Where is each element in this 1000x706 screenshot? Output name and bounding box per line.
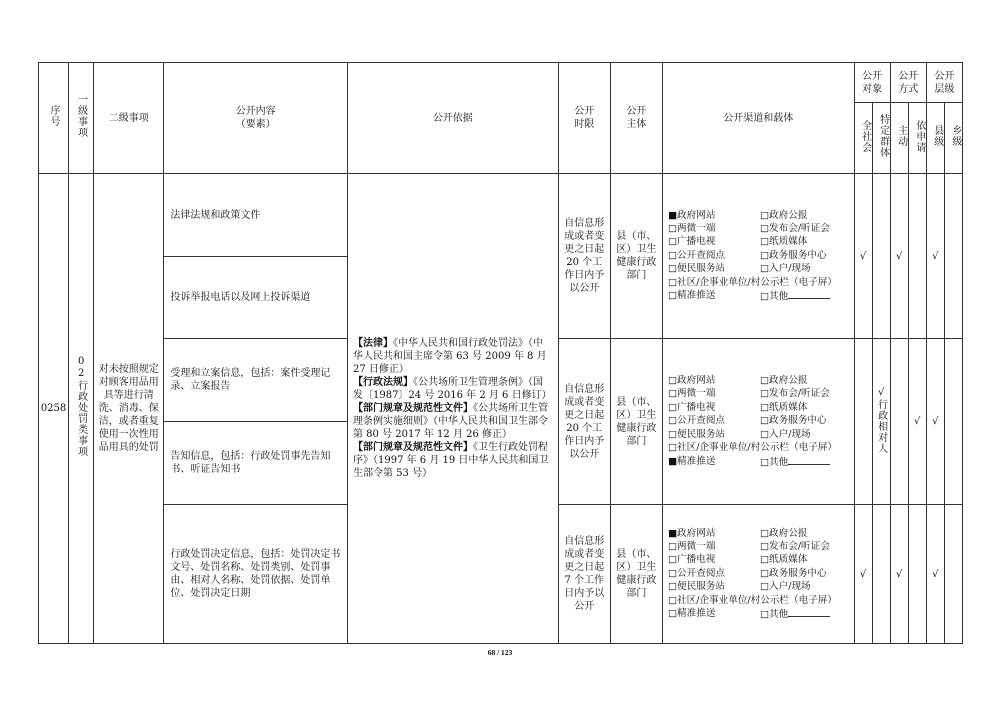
header-on-request: 依申请 xyxy=(908,103,926,174)
channel-option: □纸质媒体 xyxy=(759,554,808,566)
basis-item: 【部门规章及规范性文件】《公共场所卫生管理条例实施细则》（中华人民共和国卫生部令第 80 号 2017 年 12 月 26 修正） xyxy=(352,403,548,440)
specific-check: √ xyxy=(877,386,885,398)
content-item: 投诉举报电话以及网上投诉渠道 xyxy=(164,257,348,339)
channel-option: □其他 xyxy=(760,607,849,621)
time-cell: 自信息形成或者变更之日起 20 个工作日内予以公开 xyxy=(558,339,610,505)
mark-on-request: √ xyxy=(908,339,926,505)
channel-option: ■政府网站 xyxy=(667,527,716,539)
basis-item: 【法律】《中华人民共和国行政处罚法》（中华人民共和国主席令第 63 号 2009 年 8 月 27 日修正） xyxy=(352,338,547,375)
channel-option: □广播电视 xyxy=(667,236,716,248)
channel-option: □精准推送 xyxy=(667,290,716,302)
mark-county: √ xyxy=(926,505,944,644)
content-item: 告知信息，包括：行政处罚事先告知书、听证告知书 xyxy=(164,422,348,505)
mark-specific xyxy=(872,339,890,505)
mark-active: √ xyxy=(890,505,908,644)
row-level1: 02行政处罚类事项 xyxy=(69,174,94,644)
channel-option: □精准推送 xyxy=(667,608,716,620)
channel-option: □政府公报 xyxy=(759,375,808,387)
channel-cell xyxy=(662,174,854,339)
channel-option: □发布会/听证会 xyxy=(759,388,830,400)
channel-option: □入户/现场 xyxy=(759,428,811,440)
basis-item: 【行政法规】《公共场所卫生管理条例》（国发〔1987〕24 号 2016 年 2 月 6 日修订） xyxy=(352,377,552,401)
basis-cell xyxy=(347,174,558,644)
mark-on-request xyxy=(908,174,926,339)
channel-option: □公开查阅点 xyxy=(667,567,726,579)
channel-cell xyxy=(662,505,854,644)
content-item: 法律法规和政策文件 xyxy=(164,174,348,257)
mark-all-society: √ xyxy=(854,505,872,644)
mark-specific xyxy=(872,174,890,339)
channel-community: □社区/企事业单位/村公示栏（电子屏） xyxy=(667,276,837,288)
channel-option: □便民服务站 xyxy=(667,581,726,593)
header-level1: 一级事项 xyxy=(69,63,94,174)
channel-option: □两微一端 xyxy=(667,222,716,234)
header-object: 公开 对象 xyxy=(854,63,890,103)
mark-specific xyxy=(872,505,890,644)
mark-all-society xyxy=(854,339,872,505)
channel-cell xyxy=(662,339,854,505)
header-level: 公开 层级 xyxy=(926,63,962,103)
channel-option: □其他 xyxy=(760,289,849,303)
channel-option: □政务服务中心 xyxy=(759,415,827,427)
blank-line xyxy=(788,455,830,465)
mark-township xyxy=(944,339,962,505)
channel-option: □政府公报 xyxy=(759,209,808,221)
channel-option: □政府网站 xyxy=(667,375,716,387)
channel-option: □便民服务站 xyxy=(667,263,726,275)
basis-item: 【部门规章及规范性文件】《卫生行政处罚程序》（1997 年 6 月 19 日中华人民共和国卫生部令第 53 号） xyxy=(352,442,549,479)
mark-on-request xyxy=(908,505,926,644)
channel-option: □便民服务站 xyxy=(667,428,726,440)
disclosure-table xyxy=(38,62,963,644)
specific-text: 行政相对人 xyxy=(875,398,887,454)
channel-option: ■精准推送 xyxy=(667,455,716,467)
blank-line xyxy=(788,289,830,299)
mark-all-society: √ xyxy=(854,174,872,339)
blank-line xyxy=(788,607,830,617)
content-item: 行政处罚决定信息，包括：处罚决定书文号、处罚名称、处罚类别、处罚事由、相对人名称、处罚依据、处罚单位、处罚决定日期 xyxy=(164,505,348,644)
header-time: 公开 时限 xyxy=(558,63,610,174)
row-level2: 对未按照规定对顾客用品用具等进行清洗、消毒、保洁，或者重复使用一次性用品用具的处罚 xyxy=(94,174,164,644)
channel-option: □其他 xyxy=(760,455,849,469)
header-level2: 二级事项 xyxy=(94,63,164,174)
channel-option: □发布会/听证会 xyxy=(759,222,830,234)
mark-township xyxy=(944,174,962,339)
time-cell: 自信息形成或者变更之日起 20 个工作日内予以公开 xyxy=(558,174,610,339)
channel-option: □发布会/听证会 xyxy=(759,540,830,552)
header-basis: 公开依据 xyxy=(347,63,558,174)
row-seq: 0258 xyxy=(39,174,69,644)
mark-county: √ xyxy=(926,174,944,339)
mark-active xyxy=(890,339,908,505)
header-all-society: 全社会 xyxy=(854,103,872,174)
mark-township xyxy=(944,505,962,644)
header-township: 乡级 xyxy=(944,103,962,174)
page-number: 68 / 123 xyxy=(487,648,513,657)
header-specific: 特定群体 xyxy=(872,103,890,174)
channel-option: □广播电视 xyxy=(667,401,716,413)
channel-community: □社区/企事业单位/村公示栏（电子屏） xyxy=(667,594,837,606)
channel-option: □公开查阅点 xyxy=(667,249,726,261)
content-item: 受理和立案信息，包括：案件受理记录、立案报告 xyxy=(164,339,348,422)
channel-option: □入户/现场 xyxy=(759,581,811,593)
subject-cell: 县（市、区）卫生健康行政部门 xyxy=(610,174,662,339)
header-method: 公开 方式 xyxy=(890,63,926,103)
channel-option: □政务服务中心 xyxy=(759,249,827,261)
header-active: 主动 xyxy=(890,103,908,174)
channel-option: □广播电视 xyxy=(667,554,716,566)
channel-option: □政府公报 xyxy=(759,527,808,539)
mark-active: √ xyxy=(890,174,908,339)
subject-cell: 县（市、区）卫生健康行政部门 xyxy=(610,505,662,644)
channel-option: □两微一端 xyxy=(667,388,716,400)
subject-cell: 县（市、区）卫生健康行政部门 xyxy=(610,339,662,505)
channel-option: □纸质媒体 xyxy=(759,401,808,413)
channel-community: □社区/企事业单位/村公示栏（电子屏） xyxy=(667,442,837,454)
header-seq: 序号 xyxy=(39,63,69,174)
header-county: 县级 xyxy=(926,103,944,174)
channel-option: □纸质媒体 xyxy=(759,236,808,248)
channel-option: □公开查阅点 xyxy=(667,415,726,427)
channel-option: □两微一端 xyxy=(667,540,716,552)
header-content: 公开内容 （要素） xyxy=(164,63,348,174)
channel-option: □政务服务中心 xyxy=(759,567,827,579)
time-cell: 自信息形成或者变更之日起 7 个工作日内予以公开 xyxy=(558,505,610,644)
channel-option: □入户/现场 xyxy=(759,263,811,275)
channel-option: ■政府网站 xyxy=(667,209,716,221)
header-subject: 公开 主体 xyxy=(610,63,662,174)
header-channel: 公开渠道和载体 xyxy=(662,63,854,174)
mark-county: √ xyxy=(926,339,944,505)
